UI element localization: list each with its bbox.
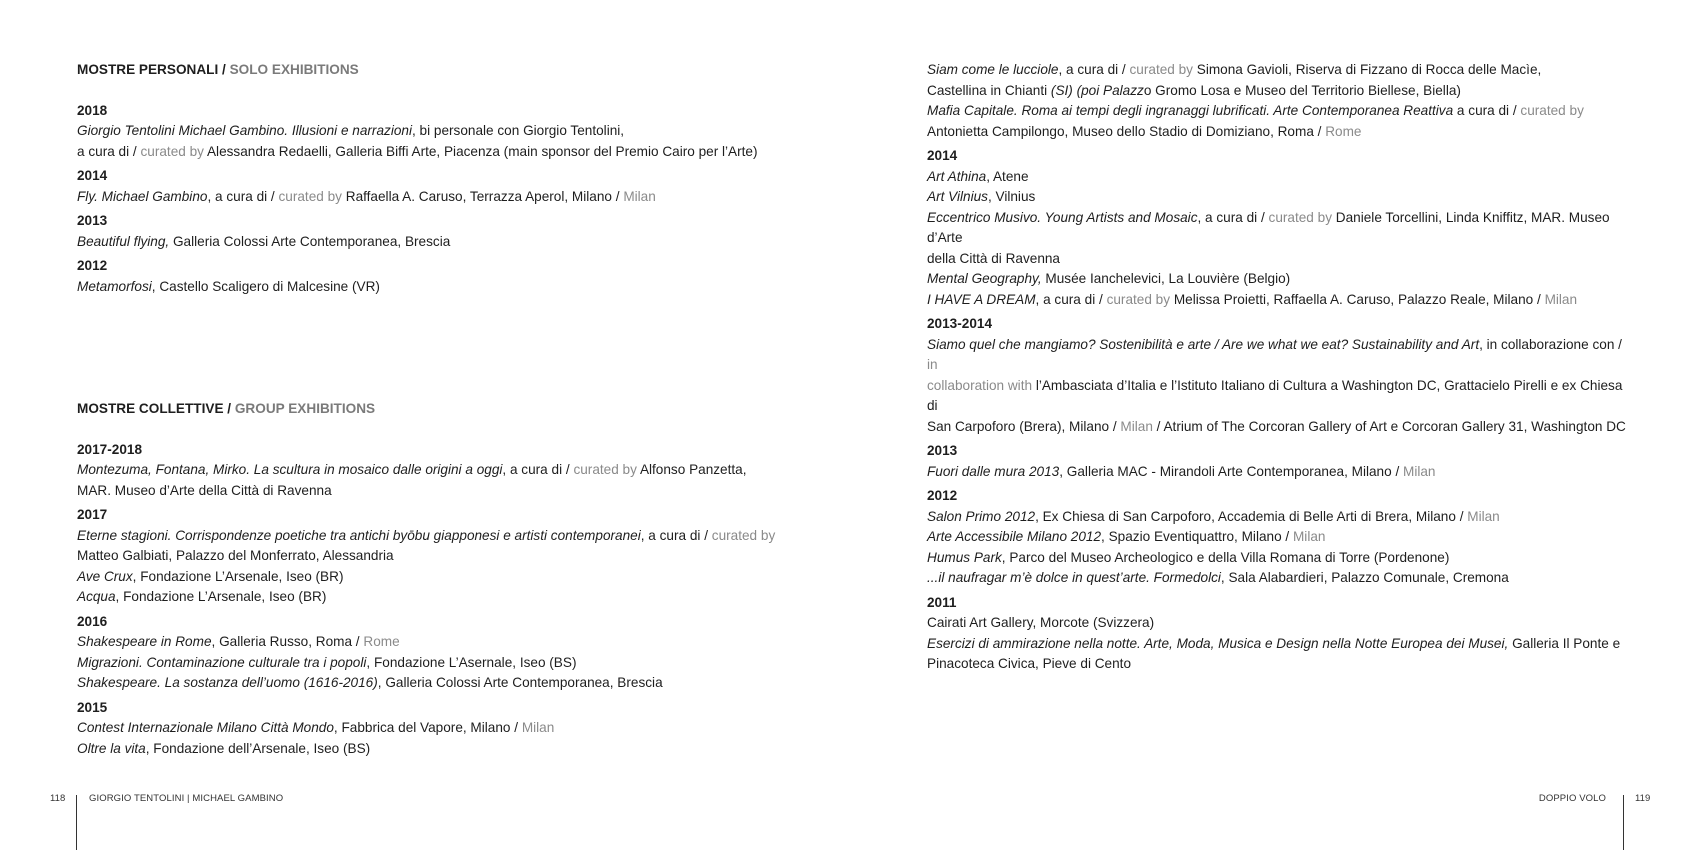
- english-translation: Milan: [1120, 418, 1153, 434]
- section-title-english: SOLO EXHIBITIONS: [229, 62, 359, 77]
- english-translation: curated by: [278, 188, 342, 204]
- exhibition-title: Mental Geography,: [927, 271, 1042, 286]
- exhibition-entry: [927, 208, 1627, 270]
- exhibition-title: Contest Internazionale Milano Città Mondo: [77, 720, 334, 735]
- exhibition-entry: [927, 548, 1627, 569]
- exhibition-title: Beautiful flying,: [77, 233, 170, 249]
- solo-exhibitions-list: [77, 101, 777, 298]
- footer-divider: [1623, 795, 1624, 850]
- page-number: 119: [1635, 793, 1651, 804]
- section-title: [77, 60, 777, 81]
- section-title: [77, 399, 777, 420]
- english-translation: curated by: [140, 143, 204, 159]
- english-translation: Milan: [1544, 291, 1578, 307]
- exhibition-title: Art Athina: [927, 168, 987, 184]
- exhibition-entry: [77, 232, 777, 253]
- exhibition-entry: [77, 718, 777, 739]
- group-exhibitions-section: [77, 399, 777, 759]
- exhibition-details: Pinacoteca Civica, Pieve di Cento: [927, 656, 1132, 671]
- exhibition-details: , Ex Chiesa di San Carpoforo, Accademia di Belle Arti di Brera, Milano /: [1035, 508, 1468, 524]
- year-heading: 2016: [77, 613, 108, 629]
- english-translation: collaboration with: [927, 377, 1033, 393]
- exhibition-details: , a cura di /: [1058, 62, 1130, 77]
- exhibition-title: Fuori dalle mura 2013: [927, 463, 1060, 479]
- exhibition-details: , Sala Alabardieri, Palazzo Comunale, Cremona: [1220, 570, 1509, 585]
- exhibition-title: Eterne stagioni. Corrispondenze poetiche tra antichi byōbu giapponesi e artisti contemporanei: [77, 527, 641, 543]
- exhibition-title: Metamorfosi: [77, 278, 152, 294]
- section-title-italian: MOSTRE PERSONALI /: [77, 62, 226, 77]
- exhibition-entry: [927, 335, 1627, 438]
- exhibition-details: , Atene: [986, 168, 1029, 184]
- exhibition-details: , Galleria MAC - Mirandoli Arte Contemporanea, Milano /: [1059, 463, 1403, 479]
- exhibition-details: Raffaella A. Caruso, Terrazza Aperol, Milano /: [341, 188, 624, 204]
- exhibition-details: , a cura di /: [1035, 291, 1107, 307]
- right-page: [850, 0, 1700, 850]
- group-exhibitions-list: [77, 440, 777, 760]
- exhibition-details: Matteo Galbiati, Palazzo del Monferrato, Alessandria: [77, 548, 394, 563]
- english-translation: Milan: [1467, 508, 1500, 524]
- year-heading: 2015: [77, 699, 108, 715]
- english-translation: Milan: [1292, 529, 1326, 544]
- exhibition-title: ...il naufragar m’è dolce in quest’arte. Formedolci: [927, 570, 1221, 585]
- running-title: GIORGIO TENTOLINI | MICHAEL GAMBINO: [89, 793, 284, 804]
- year-heading: 2013: [77, 213, 108, 228]
- exhibition-entry: [77, 526, 777, 567]
- exhibition-details: , a cura di /: [640, 527, 712, 543]
- exhibition-details: Antonietta Campilongo, Museo dello Stadio di Domiziano, Roma /: [927, 123, 1326, 139]
- english-translation: curated by: [573, 462, 637, 477]
- exhibition-entry: [77, 739, 777, 760]
- exhibition-title: Fly. Michael Gambino: [77, 188, 208, 204]
- exhibition-entry: [927, 269, 1627, 290]
- group-exhibitions-continued: [927, 60, 1627, 675]
- year-heading: 2012: [77, 258, 108, 273]
- exhibition-entry: [927, 462, 1627, 483]
- exhibition-entry: [927, 101, 1627, 142]
- exhibition-details: San Carpoforo (Brera), Milano /: [927, 418, 1121, 434]
- exhibition-title: Mafia Capitale. Roma ai tempi degli ingranaggi lubrificati. Arte Contemporanea Reattiva: [927, 103, 1454, 118]
- exhibition-title: Siam come le lucciole: [927, 62, 1059, 77]
- exhibition-entry: [77, 277, 777, 298]
- exhibition-title: Humus Park: [927, 549, 1002, 565]
- exhibition-title: Montezuma, Fontana, Mirko. La scultura in mosaico dalle origini a oggi: [77, 462, 503, 477]
- exhibition-entry: [77, 653, 777, 674]
- exhibition-entry: [77, 460, 777, 501]
- exhibition-title: I HAVE A DREAM: [927, 291, 1036, 307]
- exhibition-details: Castellina in Chianti: [927, 82, 1051, 98]
- english-translation: curated by: [1106, 291, 1171, 307]
- exhibition-title: Arte Accessibile Milano 2012: [927, 529, 1102, 544]
- exhibition-details: a cura di /: [77, 143, 141, 159]
- exhibition-entry: [927, 527, 1627, 548]
- english-translation: curated by: [1129, 62, 1193, 77]
- exhibition-title: Siamo quel che mangiamo? Sostenibilità e arte / Are we what we eat? Sustainability and Art: [927, 336, 1480, 352]
- exhibition-entry: [77, 187, 777, 208]
- exhibition-entry: [77, 121, 777, 162]
- exhibition-title: Eccentrico Musivo. Young Artists and Mosaic: [927, 209, 1198, 225]
- section-title-english: GROUP EXHIBITIONS: [234, 401, 376, 416]
- exhibition-title: Shakespeare. La sostanza dell’uomo (1616-2016): [77, 675, 378, 690]
- exhibition-entry: [927, 634, 1627, 675]
- english-translation: in: [927, 357, 938, 372]
- exhibition-title: Salon Primo 2012: [927, 508, 1036, 524]
- exhibition-entry: [927, 507, 1627, 528]
- exhibition-entry: [927, 613, 1627, 634]
- english-translation: curated by: [711, 527, 776, 543]
- group-exhibitions-list: [927, 60, 1627, 675]
- exhibition-title: Giorgio Tentolini Michael Gambino. Illusioni e narrazioni: [77, 123, 412, 138]
- footer-divider: [76, 795, 77, 850]
- year-heading: 2013: [927, 443, 958, 458]
- page-number: 118: [50, 793, 66, 804]
- english-translation: Rome: [363, 634, 400, 649]
- exhibition-details: , a cura di /: [502, 462, 574, 477]
- year-heading: 2017-2018: [77, 441, 143, 457]
- exhibition-entry: [927, 60, 1627, 101]
- exhibition-details: l’Ambasciata d’Italia e l’Istituto Italiano di Cultura a Washington DC, Grattacielo Pirelli e ex Chiesa di: [927, 377, 1623, 413]
- year-heading: 2012: [927, 488, 958, 503]
- exhibition-details: , Vilnius: [987, 189, 1036, 204]
- exhibition-details: Daniele Torcellini, Linda Kniffitz, MAR. Museo d’Arte: [927, 209, 1610, 245]
- exhibition-details: , Fondazione L’Arsenale, Iseo (BR): [132, 568, 344, 584]
- exhibition-entry: [927, 568, 1627, 589]
- year-heading: 2017: [77, 507, 108, 522]
- english-translation: curated by: [1520, 103, 1584, 118]
- exhibition-title: Esercizi di ammirazione nella notte. Arte, Moda, Musica e Design nella Notte Europea dei Musei,: [927, 635, 1509, 651]
- exhibition-details: Simona Gavioli, Riserva di Fizzano di Rocca delle Macìe,: [1192, 62, 1542, 77]
- exhibition-details: Alessandra Redaelli, Galleria Biffi Arte, Piacenza (main sponsor del Premio Cairo per l’Arte): [203, 143, 758, 159]
- exhibition-title: Oltre la vita: [77, 740, 146, 756]
- exhibition-details: , Castello Scaligero di Malcesine (VR): [151, 278, 380, 294]
- exhibition-details: , Fondazione dell’Arsenale, Iseo (BS): [145, 740, 371, 756]
- exhibition-details: della Città di Ravenna: [927, 250, 1060, 266]
- exhibition-details: , Fabbrica del Vapore, Milano /: [333, 720, 522, 735]
- exhibition-title: Ave Crux: [77, 568, 133, 584]
- exhibition-details: a cura di /: [1453, 103, 1521, 118]
- english-translation: Milan: [521, 720, 555, 735]
- running-title: DOPPIO VOLO: [1538, 793, 1606, 804]
- section-title-italian: MOSTRE COLLETTIVE /: [77, 401, 232, 416]
- exhibition-details: Cairati Art Gallery, Morcote (Svizzera): [927, 615, 1155, 630]
- exhibition-details: Melissa Proietti, Raffaella A. Caruso, Palazzo Reale, Milano /: [1170, 291, 1545, 307]
- exhibition-details: Galleria Il Ponte e: [1508, 635, 1621, 651]
- exhibition-details: , Spazio Eventiquattro, Milano /: [1101, 529, 1293, 544]
- exhibition-details: , Galleria Russo, Roma /: [211, 634, 364, 649]
- exhibition-details: / Atrium of The Corcoran Gallery of Art e Corcoran Gallery 31, Washington DC: [1152, 418, 1626, 434]
- exhibition-details: , a cura di /: [1197, 209, 1269, 225]
- year-heading: 2013-2014: [927, 316, 993, 331]
- exhibition-details: Galleria Colossi Arte Contemporanea, Brescia: [169, 233, 451, 249]
- exhibition-details: , Fondazione L’Asernale, Iseo (BS): [366, 654, 577, 670]
- year-heading: 2018: [77, 102, 108, 118]
- year-heading: 2014: [77, 168, 108, 183]
- year-heading: 2011: [927, 594, 957, 610]
- exhibition-entry: [77, 567, 777, 588]
- exhibition-title: Migrazioni. Contaminazione culturale tra i popoli: [77, 654, 367, 670]
- exhibition-details: MAR. Museo d’Arte della Città di Ravenna: [77, 482, 332, 498]
- exhibition-entry: [927, 167, 1627, 188]
- exhibition-entry: [77, 673, 777, 694]
- exhibition-details: o Gromo Losa e Museo del Territorio Biellese, Biella): [1143, 82, 1461, 98]
- exhibition-details: Musée Ianchelevici, La Louvière (Belgio): [1041, 271, 1291, 286]
- exhibition-details: , Parco del Museo Archeologico e della Villa Romana di Torre (Pordenone): [1001, 549, 1450, 565]
- english-translation: Milan: [1403, 463, 1436, 479]
- exhibition-entry: [927, 290, 1627, 311]
- exhibition-details: , a cura di /: [207, 188, 279, 204]
- english-translation: curated by: [1268, 209, 1333, 225]
- english-translation: Rome: [1325, 123, 1362, 139]
- exhibition-title: (SI) (poi Palazz: [1050, 82, 1144, 98]
- english-translation: Milan: [623, 188, 656, 204]
- exhibition-details: , Fondazione L’Arsenale, Iseo (BR): [115, 589, 327, 604]
- exhibition-details: , Galleria Colossi Arte Contemporanea, Brescia: [377, 675, 663, 690]
- exhibition-entry: [77, 587, 777, 608]
- exhibition-entry: [77, 632, 777, 653]
- exhibition-entry: [927, 187, 1627, 208]
- exhibition-details: , bi personale con Giorgio Tentolini,: [411, 123, 625, 138]
- exhibition-title: Shakespeare in Rome: [77, 634, 212, 649]
- year-heading: 2014: [927, 148, 958, 163]
- solo-exhibitions-section: [77, 60, 777, 297]
- exhibition-title: Art Vilnius: [927, 189, 988, 204]
- exhibition-title: Acqua: [77, 589, 116, 604]
- exhibition-details: , in collaborazione con /: [1479, 336, 1622, 352]
- exhibition-details: Alfonso Panzetta,: [636, 462, 747, 477]
